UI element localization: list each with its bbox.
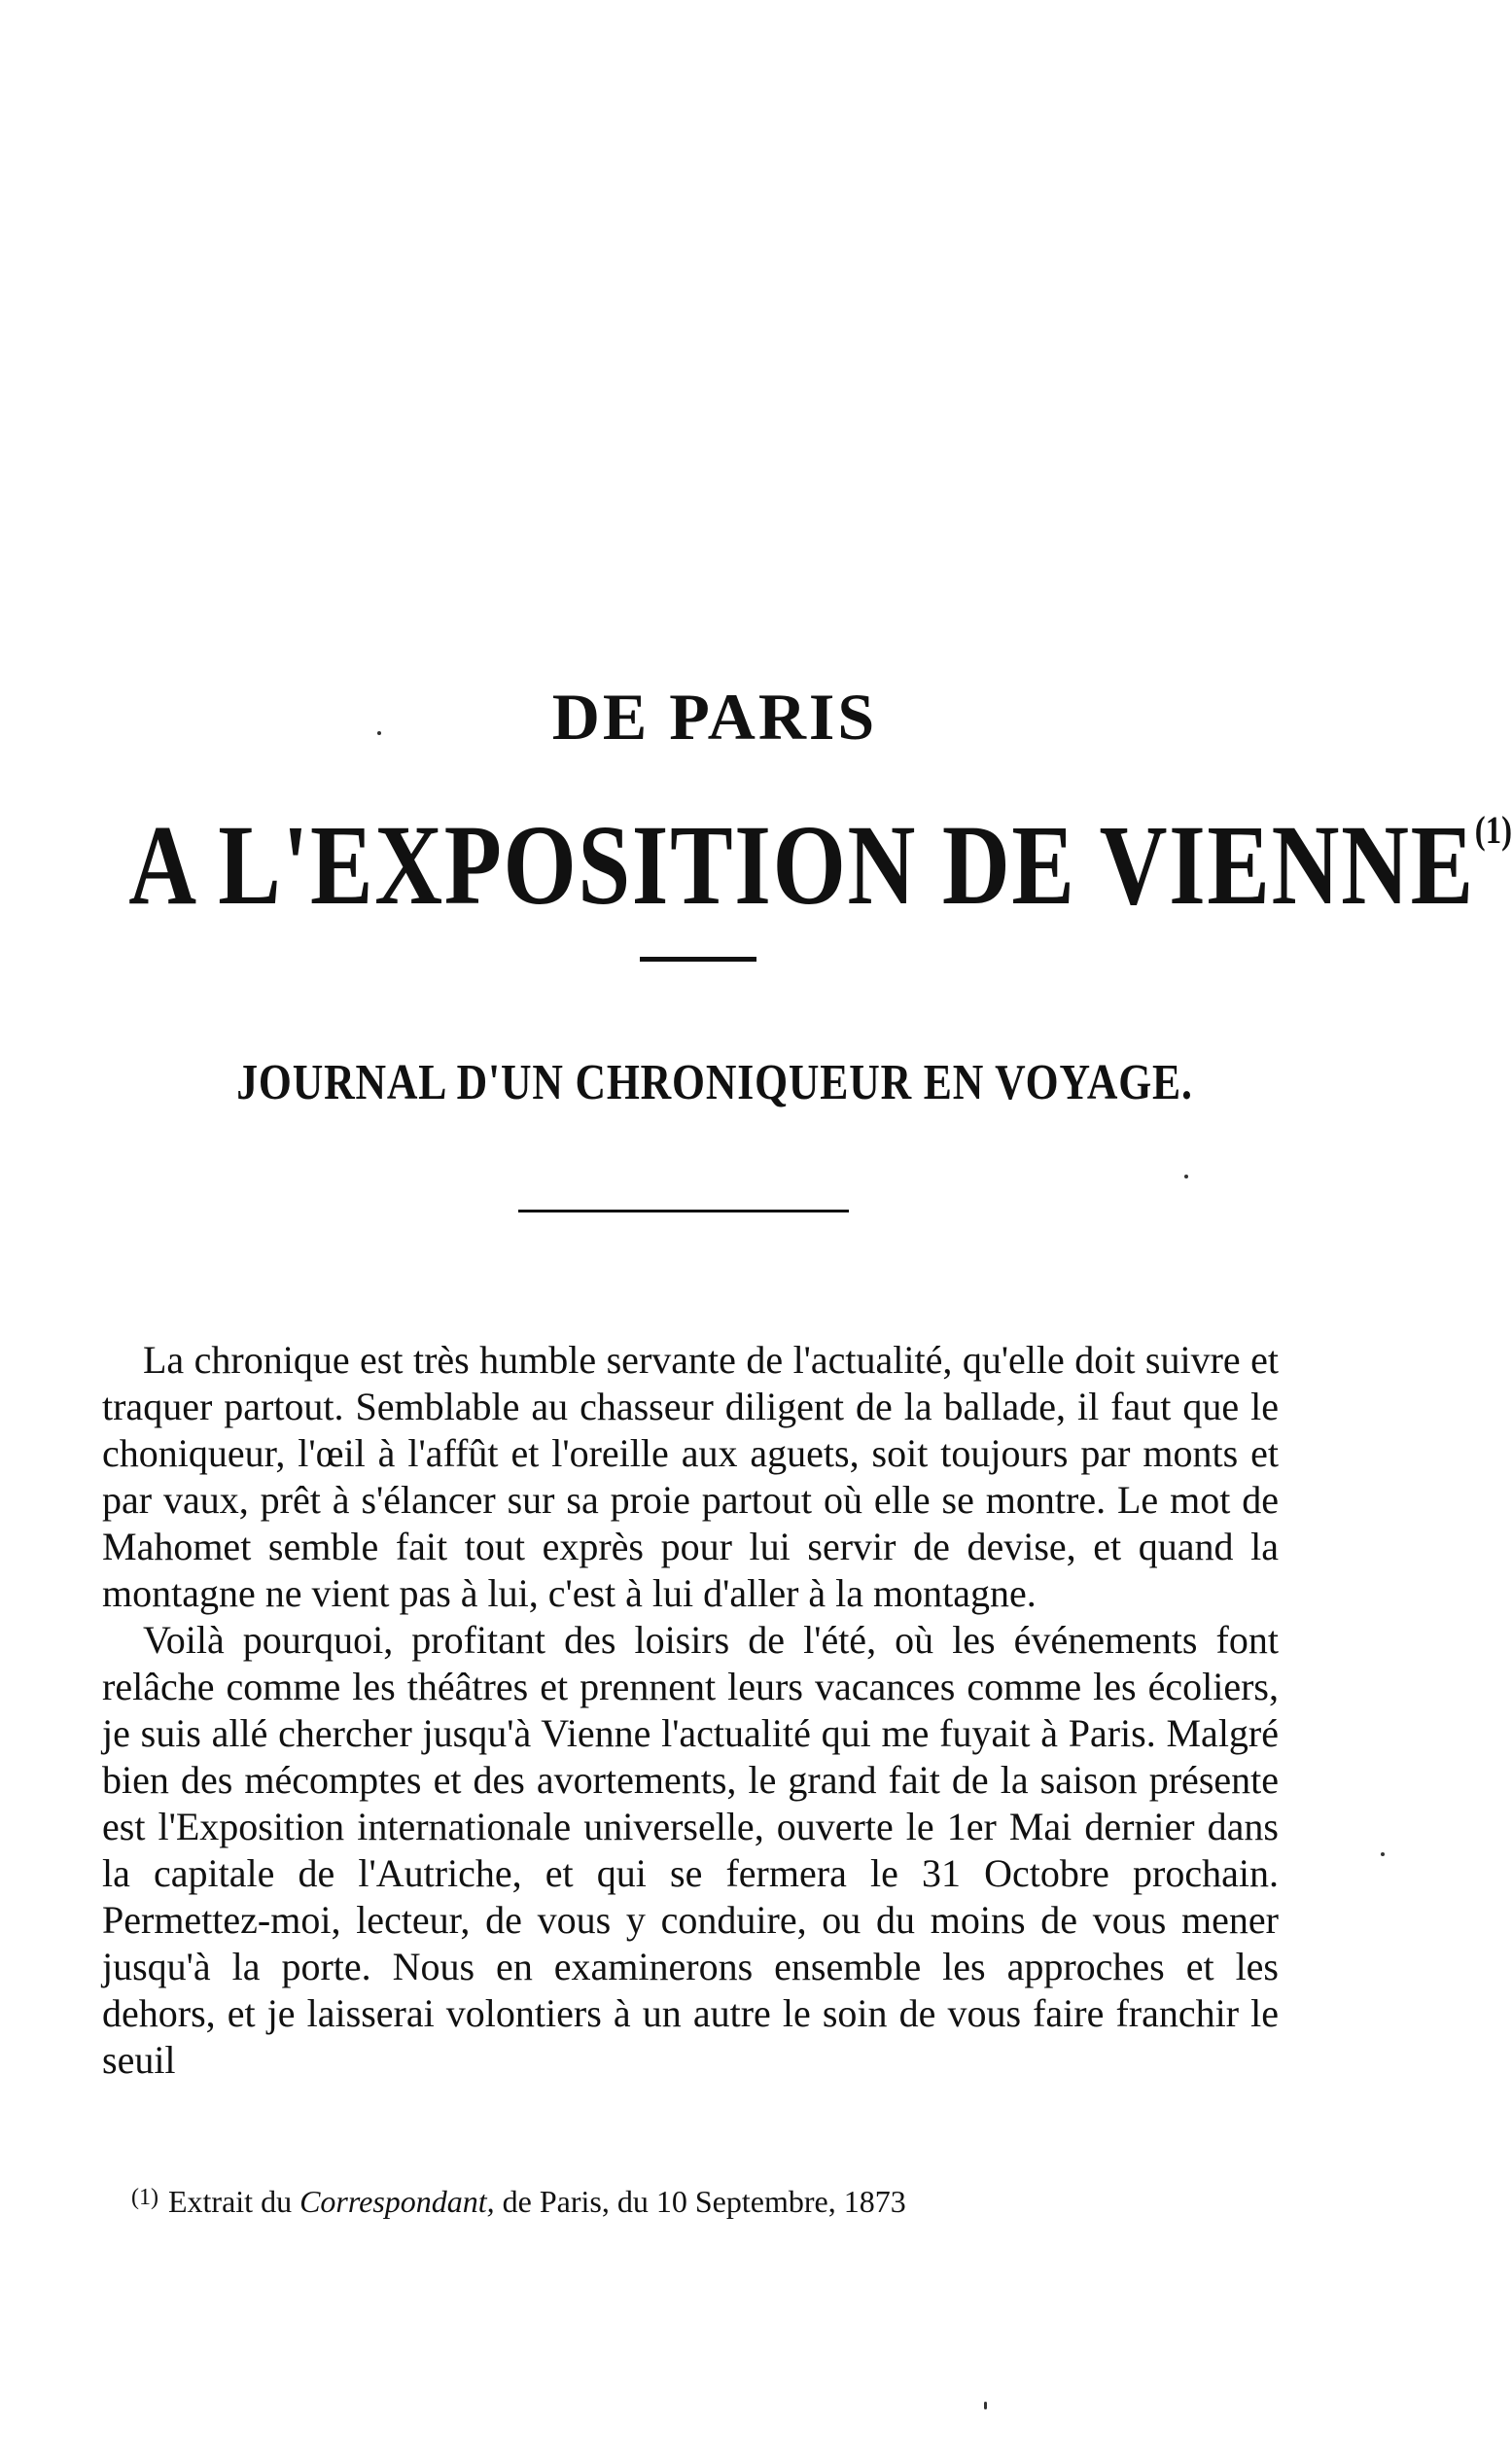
paragraph-2: Voilà pourquoi, profitant des loisirs de l'été, où les événements font relâche comme les théâtres et prennent leurs vacances comme les écoliers, je suis allé chercher jusqu'à Vienne l'actualité qui me fuyait à Paris. Malgré bien des mécomptes et des avortements, le grand fait de la saison présente est l'Exposition internationale universelle, ouverte le 1er Mai dernier dans la capitale de l'Autriche, et qui se fermera le 31 Octobre prochain. Permettez-moi, lecteur, de vous y conduire, ou du moins de vous mener jusqu'à la porte. Nous en examinerons ensemble les approches et les dehors, et je laisserai volontiers à un autre le soin de vous faire franchir le seuil [102,1618,1279,2082]
title-line-2-text: A L'EXPOSITION DE VIENNE [128,801,1475,929]
title-divider-short [640,957,756,962]
title-divider-long [518,1210,849,1212]
footnote-source: Correspondant, [299,2184,495,2219]
print-speck [377,731,381,735]
title-line-1: DE PARIS [551,680,878,754]
footnote-prefix: Extrait du [167,2184,300,2219]
footnote-suffix: de Paris, du 10 Septembre, 1873 [494,2184,906,2219]
title-footnote-mark: (1) [1474,808,1512,852]
print-speck [984,2402,987,2409]
print-speck [1184,1175,1188,1178]
subtitle: JOURNAL D'UN CHRONIQUEUR EN VOYAGE. [236,1055,1193,1110]
footnote-mark: (1) [131,2185,158,2210]
footnote [131,2178,1298,2221]
print-speck [1381,1852,1385,1856]
paragraph-1: La chronique est très humble servante de l'actualité, qu'elle doit suivre et traquer partout. Semblable au chasseur diligent de la ballade, il faut que le choniqueur, l'œil à l'affût et l'oreille aux aguets, soit toujours par monts et par vaux, prêt à s'élancer sur sa proie partout où elle se montre. Le mot de Mahomet semble fait tout exprès pour lui servir de devise, et quand la montagne ne vient pas à lui, c'est à lui d'aller à la montagne. [102,1338,1279,1615]
body-text [102,1337,1279,2084]
title-line-2 [128,799,1512,931]
